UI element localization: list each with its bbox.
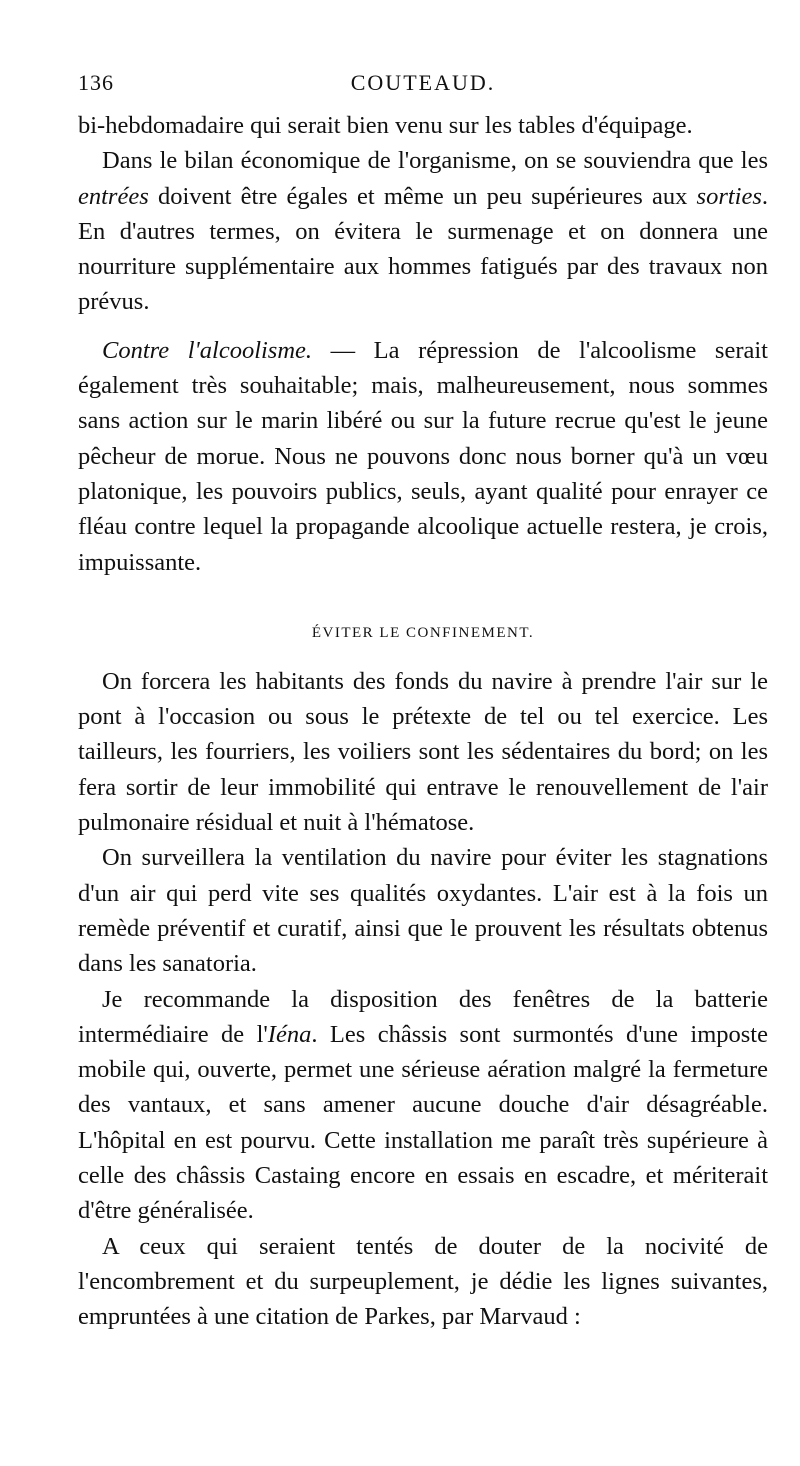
paragraph-6 [78, 982, 768, 1229]
paragraph-7: A ceux qui seraient tentés de douter de la nocivité de l'encombrement et du surpeuplement, je dédie les lignes suivantes, empruntées à une citation de Parkes, par Marvaud : [78, 1232, 768, 1331]
section-heading: ÉVITER LE CONFINEMENT. [311, 624, 535, 641]
running-head: COUTEAUD. [350, 70, 496, 95]
paragraph-2-text-end: . En d'autres termes, on évitera le surmenage et on donnera une nourriture supplémentaire aux hommes fatigués par des travaux non prévus. [78, 182, 768, 316]
sorties-emphasis: sorties [696, 182, 762, 210]
paragraph-3-text: — La répression de l'alcoolisme serait également très souhaitable; mais, malheureusement, nous sommes sans action sur le marin libéré ou sur la future recrue qu'est le jeune pêcheur de morue. Nous ne pouvons donc nous borner qu'à un vœu platonique, les pouvoirs publics, seuls, ayant qualité pour enrayer ce fléau contre lequel la propagande alcoolique actuelle restera, je crois, impuissante. [78, 336, 768, 576]
paragraph-4: On forcera les habitants des fonds du navire à prendre l'air sur le pont à l'occasion ou sous le prétexte de tel ou tel exercice. Les tailleurs, les fourriers, les voiliers sont les sédentaires du bord; on les fera sortir de leur immobilité qui entrave le renouvellement de l'air pulmonaire résidual et nuit à l'hématose. [78, 667, 768, 837]
paragraph-3 [78, 333, 768, 580]
entrees-emphasis: entrées [78, 182, 149, 210]
paragraph-6-text-end: . Les châssis sont surmontés d'une imposte mobile qui, ouverte, permet une sérieuse aération malgré la fermeture des vantaux, et sans amener aucune douche d'air désagréable. L'hôpital en est pourvu. Cette installation me paraît très supérieure à celle des châssis Castaing encore en essais en escadre, et mériterait d'être généralisée. [78, 1020, 768, 1225]
paragraph-2-text-start: Dans le bilan économique de l'organisme, on se souviendra que les [102, 147, 768, 175]
alcoolisme-subheading: Contre l'alcoolisme. [102, 336, 313, 364]
paragraph-5: On surveillera la ventilation du navire pour éviter les stagnations d'un air qui perd vite ses qualités oxydantes. L'air est à la fois un remède préventif et curatif, ainsi que le prouvent les résultats obtenus dans les sanatoria. [78, 844, 768, 978]
page-body [78, 108, 768, 1335]
page-header [78, 66, 768, 100]
page-number: 136 [78, 70, 114, 95]
iena-emphasis: Iéna [267, 1020, 312, 1048]
paragraph-1: bi-hebdomadaire qui serait bien venu sur les tables d'équipage. [78, 112, 693, 139]
paragraph-6-text-start: Je recommande la disposition des fenêtres de la batterie intermédiaire de l' [78, 985, 768, 1048]
paragraph-2-text-mid: doivent être égales et même un peu supérieures aux [148, 182, 697, 210]
paragraph-2 [78, 143, 768, 319]
